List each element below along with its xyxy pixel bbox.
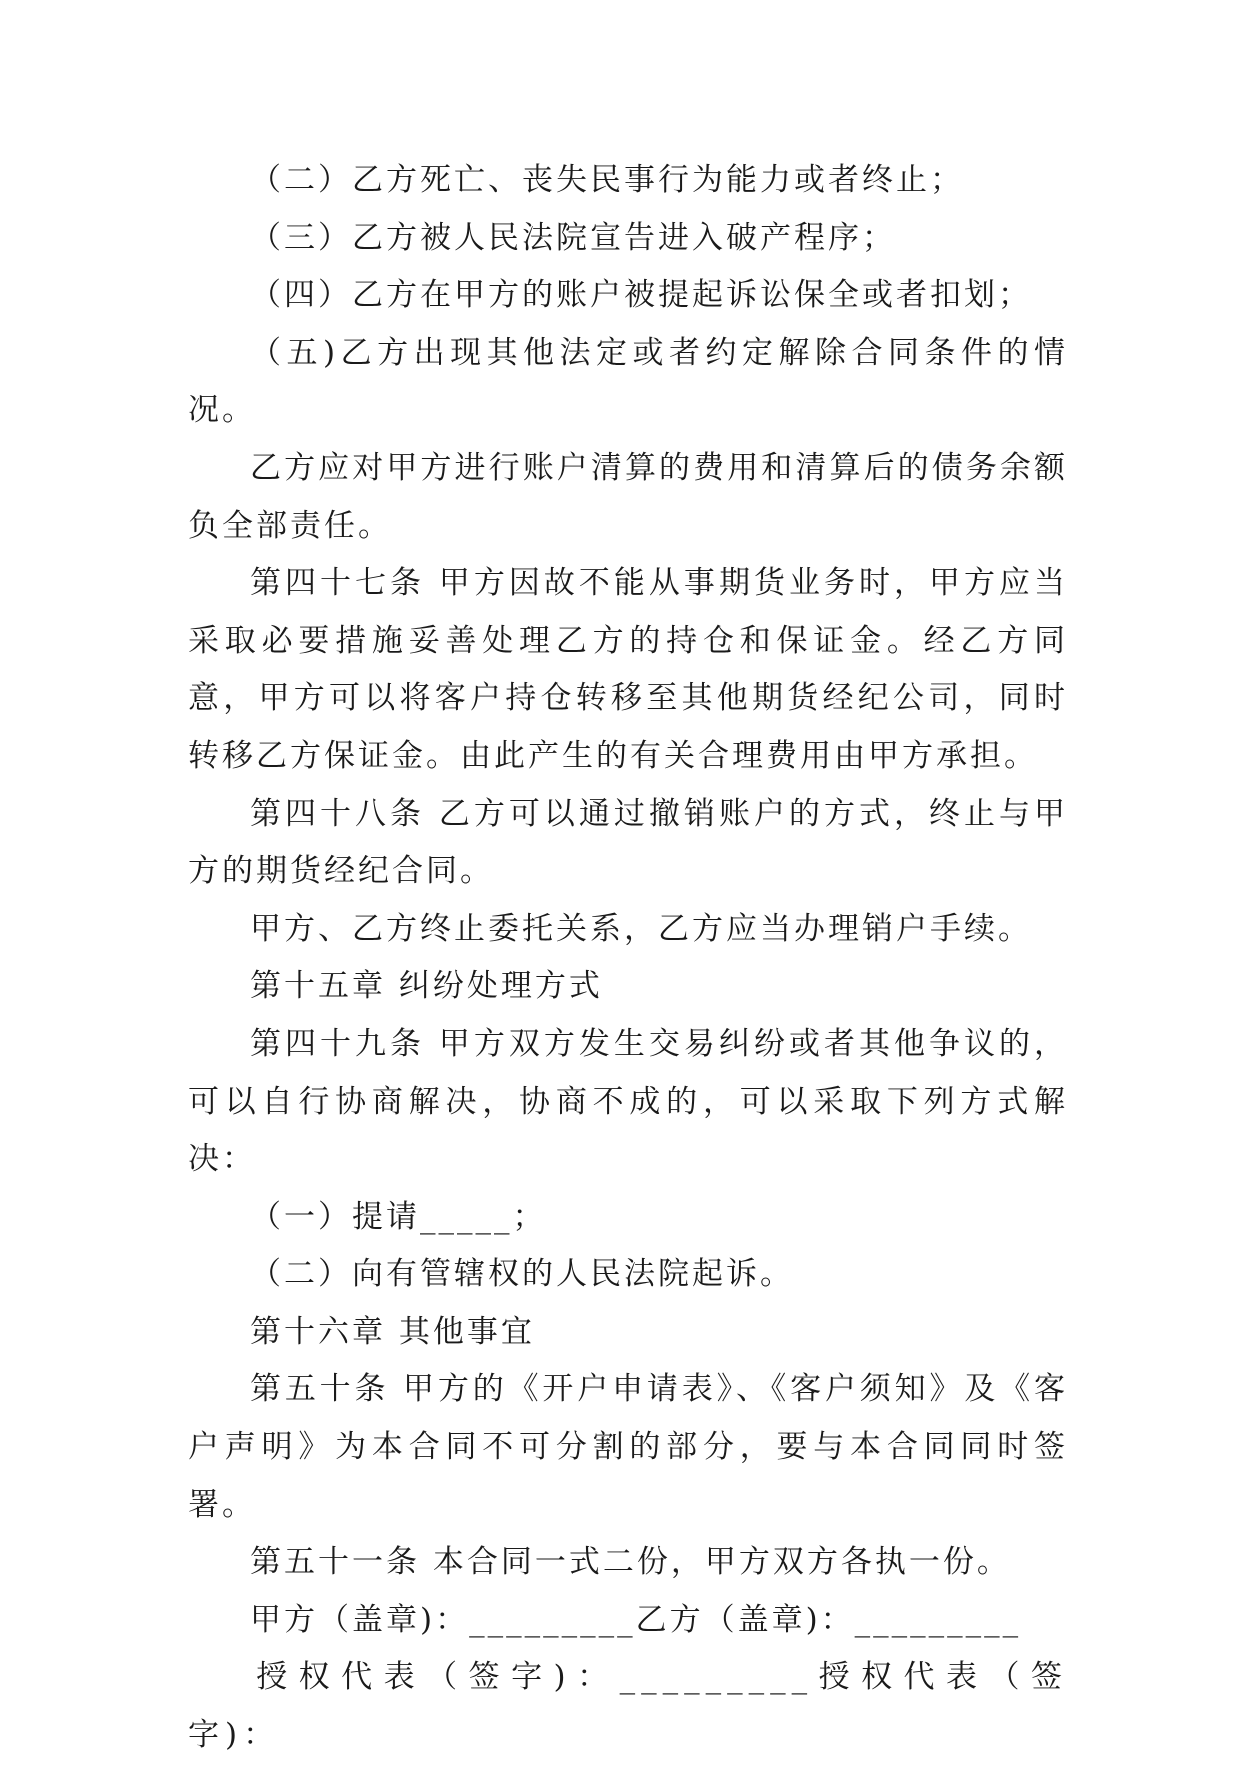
clause-item-2: （二）乙方死亡、丧失民事行为能力或者终止；: [250, 162, 964, 198]
clause-item-4: （四）乙方在甲方的账户被提起诉讼保全或者扣划；: [250, 277, 1032, 314]
article-47: 第四十七条 甲方因故不能从事期货业务时，甲方应当采取必要措施妥善处理乙方的持仓和保证金。经乙方同意，甲方可以将客户持仓转移至其他期货经纪公司，同时转移乙方保证金。由此产生的有关合理费用由甲方承担。: [188, 565, 1068, 774]
document-body: [188, 152, 1068, 1765]
signature-line: 授权代表（签字)：_________授权代表（签字)：: [188, 1659, 1068, 1754]
dispute-option-1: （一）提请_____；: [250, 1198, 547, 1235]
article-48: 第四十八条 乙方可以通过撤销账户的方式，终止与甲方的期货经纪合同。: [188, 795, 1068, 890]
article-50: 第五十条 甲方的《开户申请表》、《客户须知》及《客户声明》为本合同不可分割的部分，要与本合同同时签署。: [188, 1371, 1068, 1523]
paragraph-termination: 甲方、乙方终止委托关系，乙方应当办理销户手续。: [250, 910, 1032, 947]
chapter-15-heading: 第十五章 纠纷处理方式: [250, 968, 603, 1005]
clause-item-5: （五)乙方出现其他法定或者约定解除合同条件的情况。: [188, 334, 1068, 429]
article-51: 第五十一条 本合同一式二份，甲方双方各执一份。: [250, 1544, 1011, 1581]
clause-item-3: （三）乙方被人民法院宣告进入破产程序；: [250, 219, 896, 256]
dispute-option-2: （二）向有管辖权的人民法院起诉。: [250, 1256, 794, 1293]
chapter-16-heading: 第十六章 其他事宜: [250, 1313, 535, 1350]
paragraph-settlement-responsibility: 乙方应对甲方进行账户清算的费用和清算后的债务余额负全部责任。: [188, 449, 1068, 544]
article-49: 第四十九条 甲方双方发生交易纠纷或者其他争议的，可以自行协商解决，协商不成的，可以采取下列方式解决：: [188, 1025, 1068, 1178]
seal-line: 甲方（盖章)：_________乙方（盖章)：_________: [250, 1601, 1022, 1638]
